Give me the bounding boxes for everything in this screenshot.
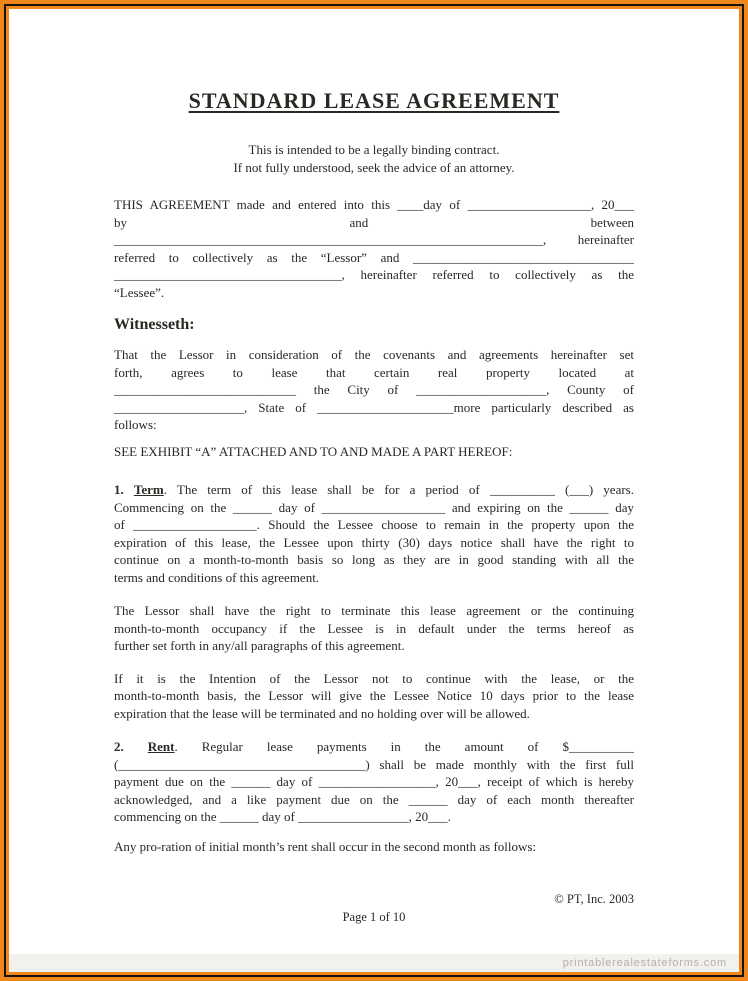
exhibit-note: SEE EXHIBIT “A” ATTACHED AND TO AND MADE A PART HEREOF: xyxy=(114,443,513,459)
document-page xyxy=(9,9,739,972)
orange-frame-inner xyxy=(6,6,742,975)
agreement-intro-paragraph: THIS AGREEMENT made and entered into this ____day of ___________________, 20___ by and between __________________________________________________________________, hereinafter referred to collectively as the “Lessor” and __________________________________ ___________________________________, hereinafter referred to collectively as the “Lessee”. xyxy=(114,197,634,300)
section-2-rent-paragraph: 2. Rent. Regular lease payments in the amount of $__________ (______________________________________) shall be made monthly with the first full payment due on the ______ day of __________________, 20___, receipt of which is hereby acknowledged, and a like payment due on the ______ day of each month thereafter commencing on the ______ day of _________________, 20___. xyxy=(114,739,634,824)
proration-note: Any pro-ration of initial month’s rent shall occur in the second month as follows: xyxy=(114,838,537,854)
witnesseth-paragraph: That the Lessor in consideration of the covenants and agreements hereinafter set forth, agrees to lease that certain real property located at ____________________________ the City of ____________________, County of ____________________, State of _____________________more particularly described as follows: xyxy=(114,347,634,432)
frame-black-line xyxy=(4,4,744,977)
witnesseth-heading: Witnesseth: xyxy=(114,316,195,333)
intention-paragraph: If it is the Intention of the Lessor not to continue with the lease, or the month-to-month basis, the Lessor will give the Lessee Notice 10 days prior to the lease expiration that the lease will be terminated and no holding over will be allowed. xyxy=(114,670,634,721)
document-title: STANDARD LEASE AGREEMENT xyxy=(188,88,560,113)
watermark-bar xyxy=(9,954,739,972)
termination-paragraph: The Lessor shall have the right to terminate this lease agreement or the continuing month-to-month occupancy if the Lessee is in default under the terms hereof as further set forth in any/all paragraphs of this agreement. xyxy=(114,603,634,653)
watermark-site-text: printablerealestateforms.com xyxy=(562,957,727,969)
page-number: Page 1 of 10 xyxy=(342,910,406,924)
section-1-term-paragraph: 1. Term. The term of this lease shall be for a period of __________ (___) years. Commencing on the ______ day of ___________________ and expiring on the ______ day of ___________________. Should the Lessee choose to remain in the property upon the expiration of this lease, the Lessee upon thirty (30) days notice shall have the right to continue on a month-to-month basis so long as they are in good standing with all the terms and conditions of this agreement. xyxy=(114,482,634,585)
document-subtitle: This is intended to be a legally binding contract. If not fully understood, seek the advice of an attorney. xyxy=(233,142,515,175)
copyright-notice: © PT, Inc. 2003 xyxy=(554,892,634,906)
